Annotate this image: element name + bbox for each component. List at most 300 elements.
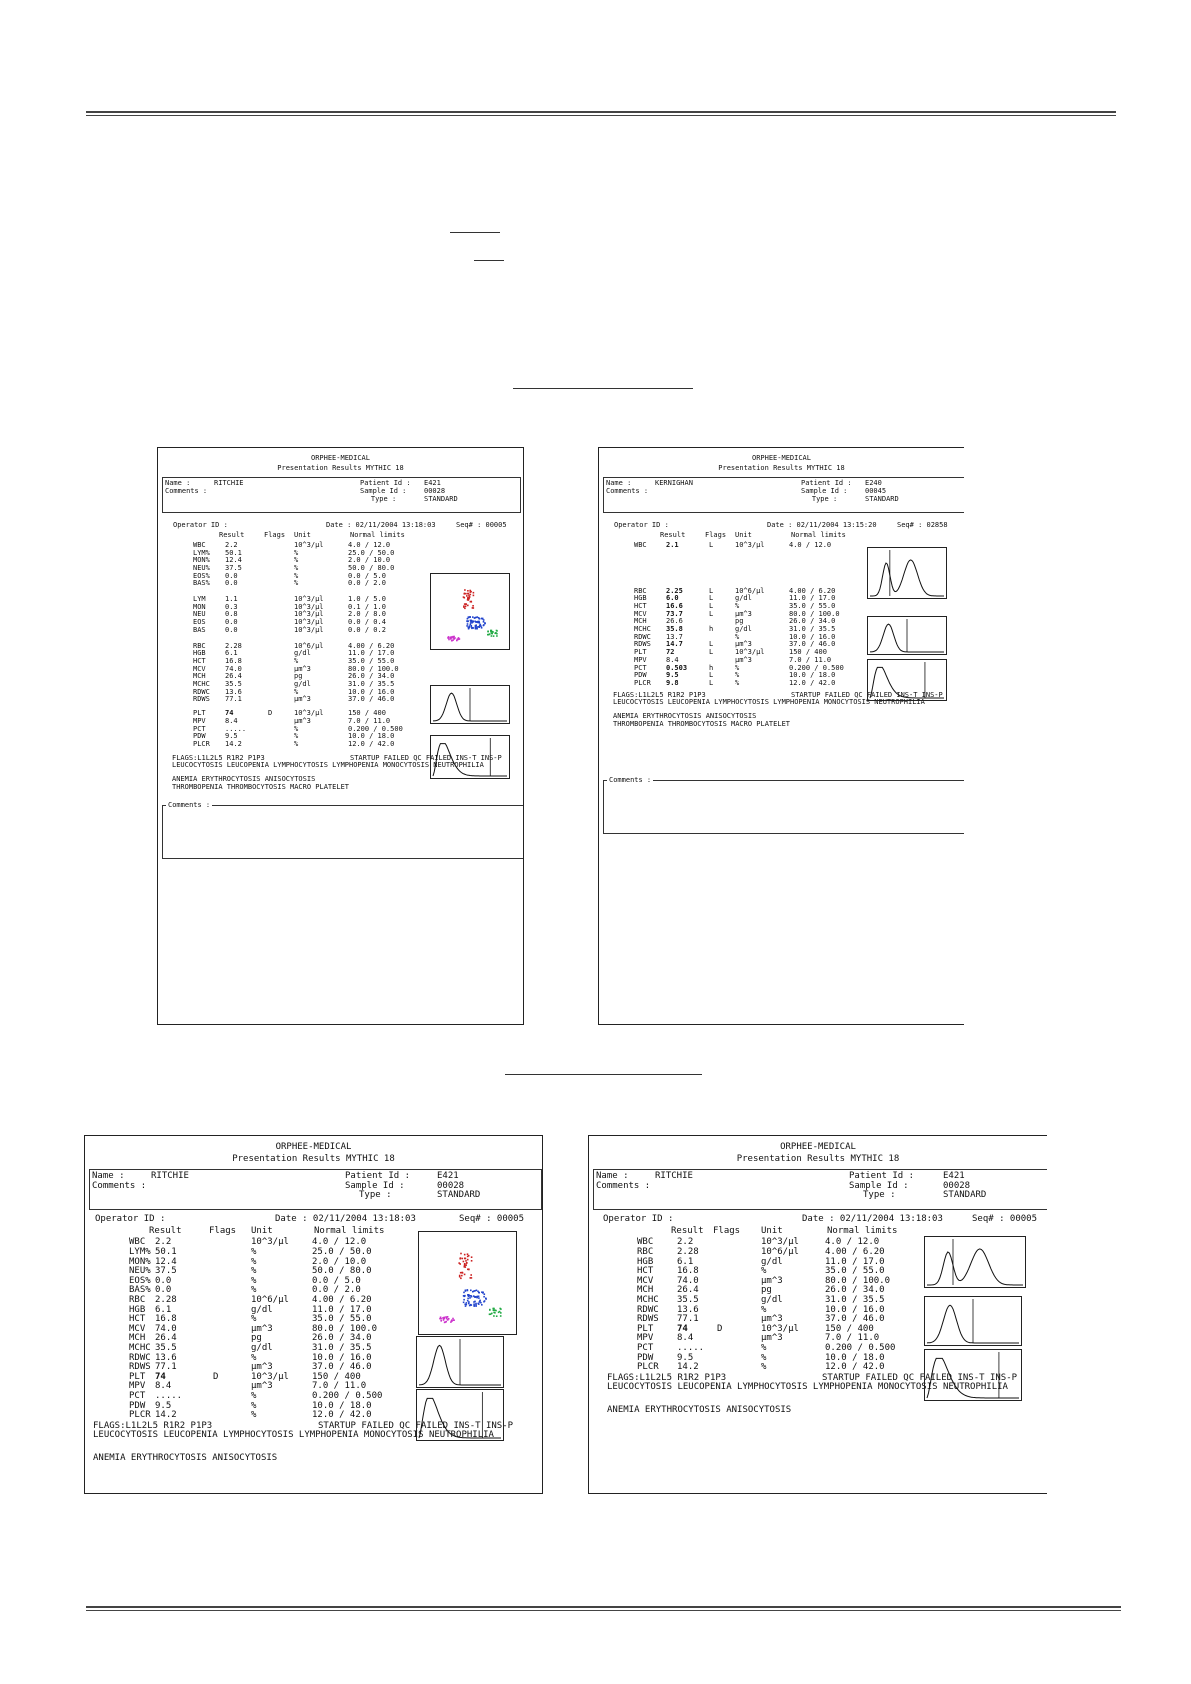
scatter-point — [465, 1290, 467, 1292]
comments-box — [603, 780, 964, 834]
normal-limits-value: 10.0 / 18.0 — [348, 732, 395, 741]
normal-limits-value: 0.1 / 1.0 — [348, 602, 386, 611]
normal-limits-value: 26.0 / 34.0 — [789, 617, 836, 626]
unit-value: 10^3/µl — [294, 602, 324, 611]
parameter-name: PDW — [129, 1400, 146, 1411]
result-value: 0.0 — [225, 625, 238, 634]
scatter-point — [467, 1289, 469, 1291]
result-value: 2.1 — [666, 540, 679, 549]
parameter-name: RDWS — [637, 1314, 659, 1325]
scatter-point — [466, 1262, 468, 1264]
result-value: 74 — [225, 709, 234, 718]
parameter-name: NEU% — [129, 1266, 151, 1277]
result-value: 1.1 — [225, 595, 238, 603]
parameter-name: MON% — [129, 1256, 151, 1267]
unit-value: 10^6/µl — [294, 641, 324, 650]
result-value: 9.5 — [666, 671, 679, 680]
normal-limits-value: 1.0 / 5.0 — [348, 595, 386, 603]
normal-limits-value: 4.0 / 12.0 — [789, 540, 832, 549]
normal-limits-value: 50.0 / 80.0 — [348, 563, 395, 572]
normal-limits-value: 0.0 / 2.0 — [348, 579, 386, 588]
scatter-point — [467, 593, 469, 595]
report-title: Presentation Results MYTHIC 18 — [232, 1153, 395, 1164]
scatter-point — [454, 637, 456, 639]
parameter-name: RDWS — [193, 695, 210, 704]
result-value: 13.7 — [666, 632, 683, 641]
scatter-point — [468, 1303, 470, 1305]
scatter-point — [473, 592, 475, 594]
status-line: STARTUP FAILED QC FAILED INS-T INS-P — [791, 690, 943, 699]
scatter-point — [475, 628, 477, 630]
section-underline-1 — [513, 388, 693, 389]
scatter-point — [470, 1304, 472, 1306]
parameter-name: WBC — [129, 1237, 146, 1248]
parameter-name: MCH — [129, 1333, 146, 1344]
normal-limits-value: 35.0 / 55.0 — [348, 656, 395, 665]
report-title: Presentation Results MYTHIC 18 — [718, 463, 845, 472]
scatter-point — [465, 1260, 467, 1262]
report-date: Date : 02/11/2004 13:18:03 — [802, 1214, 943, 1225]
type-label: Type : — [811, 494, 838, 503]
flag-value: L — [709, 609, 714, 618]
scatter-point — [468, 595, 470, 597]
parameter-name: LYM% — [193, 548, 210, 557]
scatter-point — [472, 605, 474, 607]
patient-id-value: E421 — [943, 1171, 965, 1182]
histogram-svg — [431, 686, 509, 723]
scatter-point — [475, 1304, 477, 1306]
histogram-curve — [927, 1249, 1023, 1285]
result-value: 8.4 — [677, 1333, 694, 1344]
result-value: 0.0 — [155, 1275, 172, 1286]
flag-value: D — [268, 709, 273, 718]
result-value: 0.0 — [225, 579, 238, 588]
scatter-point — [444, 1322, 446, 1324]
scatter-point — [483, 1301, 485, 1303]
comments-box — [162, 805, 524, 859]
scatter-point — [484, 1293, 486, 1295]
scatter-point — [446, 1318, 448, 1320]
result-value: 12.4 — [155, 1256, 177, 1267]
result-value: 0.0 — [225, 618, 238, 627]
parameter-name: HGB — [637, 1256, 654, 1267]
patient-name: KERNIGHAN — [655, 479, 693, 488]
result-value: 9.5 — [225, 732, 238, 741]
result-row — [158, 725, 523, 733]
scatter-point — [468, 1255, 470, 1257]
parameter-name: PCT — [129, 1391, 146, 1401]
scatter-point — [459, 1276, 461, 1278]
unit-value: 10^3/µl — [294, 540, 324, 549]
scatter-point — [481, 627, 483, 629]
report-org: ORPHEE-MEDICAL — [310, 454, 370, 462]
parameter-name: RBC — [634, 586, 647, 595]
name-label: Name : — [606, 479, 632, 488]
parameter-name: HCT — [634, 601, 647, 610]
type-value: STANDARD — [865, 494, 899, 503]
scatter-point — [468, 1301, 470, 1303]
unit-value: g/dl — [294, 680, 311, 688]
result-value: 14.7 — [666, 640, 683, 649]
unit-value: % — [294, 732, 299, 741]
flag-value: L — [709, 594, 714, 603]
column-header-normal-limits: Normal limits — [314, 1225, 385, 1236]
unit-value: µm^3 — [761, 1275, 783, 1286]
normal-limits-value: 7.0 / 11.0 — [348, 716, 391, 725]
scatter-point — [451, 1319, 453, 1321]
histogram-curve — [433, 744, 507, 776]
sample-id-label: Sample Id : — [849, 1180, 909, 1191]
result-value: 8.4 — [225, 716, 238, 725]
result-value: 16.8 — [155, 1314, 177, 1325]
result-value: 13.6 — [155, 1352, 177, 1363]
flag-words-platelets: THROMBOPENIA THROMBOCYTOSIS MACRO PLATELET — [613, 720, 791, 728]
parameter-name: PDW — [634, 671, 647, 680]
histogram-svg — [431, 736, 509, 778]
histogram-svg — [868, 617, 946, 654]
scatter-point — [461, 1258, 463, 1260]
result-value: 14.2 — [155, 1410, 177, 1421]
column-header-flags: Flags — [705, 531, 727, 540]
scatter-point — [475, 624, 477, 626]
operator-id-label: Operator ID : — [173, 521, 228, 530]
scatter-point — [467, 590, 469, 592]
scatter-point — [465, 606, 467, 608]
scatter-point — [470, 601, 472, 603]
normal-limits-value: 31.0 / 35.5 — [312, 1343, 372, 1353]
flag-value: h — [709, 663, 714, 672]
histogram-graph — [867, 547, 947, 599]
report-org: ORPHEE-MEDICAL — [275, 1142, 352, 1152]
result-value: 12.4 — [225, 556, 242, 565]
report-date: Date : 02/11/2004 13:18:03 — [275, 1214, 416, 1225]
result-value: 50.1 — [155, 1247, 177, 1257]
unit-value: % — [735, 632, 740, 641]
scatter-point — [476, 621, 478, 623]
normal-limits-value: 0.0 / 5.0 — [312, 1275, 361, 1286]
scatter-point — [493, 635, 495, 637]
normal-limits-value: 0.0 / 0.4 — [348, 618, 386, 627]
normal-limits-value: 37.0 / 46.0 — [312, 1362, 372, 1373]
normal-limits-value: 4.0 / 12.0 — [825, 1237, 880, 1248]
result-value: 8.4 — [155, 1381, 172, 1392]
result-value: 72 — [666, 648, 675, 657]
type-label: Type : — [359, 1190, 392, 1201]
histogram-svg — [925, 1297, 1021, 1345]
normal-limits-value: 0.0 / 5.0 — [348, 571, 386, 580]
header-rule — [86, 111, 1116, 116]
scatter-point — [479, 1300, 481, 1302]
result-value: 0.0 — [155, 1285, 172, 1296]
report-org: ORPHEE-MEDICAL — [780, 1142, 856, 1152]
scatter-point — [468, 1268, 470, 1270]
result-value: 9.5 — [677, 1352, 694, 1363]
histogram-graph — [924, 1236, 1026, 1288]
histogram-svg — [417, 1390, 503, 1440]
parameter-name: HCT — [193, 656, 206, 665]
report-org: ORPHEE-MEDICAL — [751, 454, 811, 462]
normal-limits-value: 80.0 / 100.0 — [825, 1275, 891, 1286]
normal-limits-value: 31.0 / 35.5 — [825, 1295, 885, 1305]
parameter-name: RDWC — [634, 632, 651, 641]
scatter-point — [453, 637, 455, 639]
unit-value: % — [735, 678, 740, 687]
scatter-point — [471, 1260, 473, 1262]
parameter-name: MCHC — [129, 1343, 151, 1353]
parameter-name: PLT — [637, 1323, 654, 1334]
parameter-name: PCT — [634, 663, 647, 672]
scatter-point — [473, 621, 475, 623]
scatter-point — [467, 597, 469, 599]
normal-limits-value: 2.0 / 10.0 — [348, 556, 391, 565]
scatter-point — [470, 622, 472, 624]
scatter-point — [470, 1290, 472, 1292]
scatter-point — [474, 1301, 476, 1303]
parameter-name: MCV — [129, 1323, 146, 1334]
scatter-point — [496, 635, 498, 637]
scatter-point — [469, 1297, 471, 1299]
normal-limits-value: 7.0 / 11.0 — [312, 1381, 367, 1392]
scatter-point — [460, 1253, 462, 1255]
unit-value: µm^3 — [735, 609, 752, 618]
histogram-svg — [868, 660, 946, 700]
report-panel-small-ritchie — [157, 447, 524, 1025]
parameter-name: EOS% — [193, 571, 210, 580]
parameter-name: LYM — [193, 595, 206, 603]
normal-limits-value: 2.0 / 10.0 — [312, 1256, 367, 1267]
parameter-name: PDW — [193, 732, 206, 741]
scatter-point — [470, 620, 472, 622]
scatter-point — [492, 631, 494, 633]
unit-value: % — [251, 1391, 257, 1401]
scatter-point — [500, 1315, 502, 1317]
unit-value: % — [251, 1352, 257, 1363]
result-value: 16.8 — [225, 656, 242, 665]
normal-limits-value: 35.0 / 55.0 — [825, 1266, 885, 1277]
normal-limits-value: 0.200 / 0.500 — [348, 724, 403, 733]
flag-value: L — [709, 601, 714, 610]
scatter-point — [469, 1295, 471, 1297]
unit-value: 10^3/µl — [761, 1323, 799, 1334]
histogram-graph — [924, 1349, 1022, 1401]
normal-limits-value: 31.0 / 35.5 — [789, 625, 836, 633]
scatter-point — [485, 1298, 487, 1300]
report-panel-large-ritchie-2 — [588, 1135, 1047, 1494]
scatter-point — [483, 621, 485, 623]
scatter-point — [463, 596, 465, 598]
parameter-name: PLCR — [637, 1362, 659, 1373]
scatter-point — [496, 1315, 498, 1317]
flag-value: D — [717, 1323, 723, 1334]
result-row — [158, 556, 523, 564]
flag-words-leucocytes: LEUCOCYTOSIS LEUCOPENIA LYMPHOCYTOSIS LYMPHOPENIA MONOCYTOSIS NEUTROPHILIA — [172, 761, 484, 770]
result-row — [158, 541, 523, 549]
unit-value: 10^3/µl — [251, 1237, 289, 1248]
scatter-point — [461, 1275, 463, 1277]
normal-limits-value: 4.0 / 12.0 — [312, 1237, 367, 1248]
scatter-point — [474, 1296, 476, 1298]
column-header-flags: Flags — [209, 1225, 237, 1236]
result-value: 37.5 — [225, 563, 242, 572]
scatter-point — [475, 1305, 477, 1307]
unit-value: 10^3/µl — [294, 625, 324, 634]
parameter-name: PLT — [129, 1371, 146, 1382]
flag-words-erythrocytes: ANEMIA ERYTHROCYTOSIS ANISOCYTOSIS — [172, 775, 316, 784]
result-value: 74.0 — [677, 1275, 699, 1286]
unit-value: µm^3 — [735, 640, 752, 649]
column-header-normal-limits: Normal limits — [827, 1225, 898, 1236]
scatter-point — [466, 1302, 468, 1304]
parameter-name: WBC — [637, 1237, 654, 1248]
unit-value: % — [294, 548, 299, 557]
unit-value: 10^3/µl — [294, 618, 324, 627]
unit-value: µm^3 — [251, 1381, 273, 1392]
result-value: 50.1 — [225, 548, 242, 557]
scatter-point — [470, 591, 472, 593]
unit-value: g/dl — [761, 1295, 783, 1305]
flag-words-leucocytes: LEUCOCYTOSIS LEUCOPENIA LYMPHOCYTOSIS LYMPHOPENIA MONOCYTOSIS NEUTROPHILIA — [613, 698, 925, 707]
normal-limits-value: 11.0 / 17.0 — [312, 1304, 372, 1315]
unit-value: % — [761, 1266, 767, 1277]
scatter-svg — [431, 574, 509, 649]
parameter-name: RDWC — [129, 1352, 151, 1363]
scatter-point — [495, 632, 497, 634]
scatter-point — [447, 637, 449, 639]
scatter-point — [483, 625, 485, 627]
normal-limits-value: 0.200 / 0.500 — [825, 1343, 896, 1353]
unit-value: % — [761, 1304, 767, 1315]
unit-value: g/dl — [251, 1343, 273, 1353]
scatter-point — [478, 626, 480, 628]
parameter-name: PLCR — [634, 678, 651, 687]
sample-id-label: Sample Id : — [360, 487, 407, 496]
scatter-point — [469, 596, 471, 598]
result-value: 35.5 — [155, 1343, 177, 1353]
scatter-point — [457, 638, 459, 640]
unit-value: % — [735, 601, 740, 610]
column-header-unit: Unit — [761, 1225, 783, 1236]
normal-limits-value: 26.0 / 34.0 — [348, 672, 395, 681]
result-value: 2.28 — [155, 1295, 177, 1305]
histogram-graph — [867, 659, 947, 701]
histogram-graph — [430, 735, 510, 779]
patient-name: RITCHIE — [151, 1171, 189, 1182]
scatter-point — [478, 1292, 480, 1294]
result-value: ..... — [677, 1343, 705, 1353]
histogram-graph — [416, 1389, 504, 1441]
parameter-name: MCV — [193, 664, 206, 673]
scatter-point — [476, 1290, 478, 1292]
report-date: Date : 02/11/2004 13:18:03 — [326, 521, 436, 530]
result-row — [158, 672, 523, 680]
unit-value: µm^3 — [761, 1314, 783, 1325]
patient-id-value: E240 — [865, 479, 882, 488]
result-value: 73.7 — [666, 609, 683, 618]
patient-id-value: E421 — [437, 1171, 459, 1182]
scatter-point — [439, 1318, 441, 1320]
parameter-name: HCT — [129, 1314, 146, 1325]
scatter-plot-graph — [430, 573, 510, 650]
flags-line: FLAGS:L1L2L5 R1R2 P1P3 — [613, 690, 706, 699]
result-value: 0.503 — [666, 663, 688, 672]
scatter-point — [487, 631, 489, 633]
scatter-point — [473, 1290, 475, 1292]
scatter-point — [488, 634, 490, 636]
unit-value: pg — [735, 617, 744, 626]
histogram-curve — [927, 1358, 1019, 1398]
result-row — [158, 564, 523, 572]
comments-label: Comments : — [606, 487, 649, 496]
sample-id-label: Sample Id : — [345, 1180, 405, 1191]
type-label: Type : — [370, 494, 397, 503]
scatter-point — [477, 1296, 479, 1298]
scatter-point — [479, 618, 481, 620]
normal-limits-value: 11.0 / 17.0 — [348, 649, 395, 658]
patient-name: RITCHIE — [655, 1171, 693, 1182]
normal-limits-value: 2.0 / 8.0 — [348, 610, 386, 619]
result-row — [599, 602, 964, 610]
sequence-number: Seq# : 02858 — [897, 521, 948, 530]
flags-line: FLAGS:L1L2L5 R1R2 P1P3 — [172, 753, 265, 762]
result-value: 9.5 — [155, 1400, 172, 1411]
flag-value: L — [709, 640, 714, 649]
parameter-name: MON% — [193, 556, 210, 565]
scatter-point — [464, 1274, 466, 1276]
scatter-point — [468, 627, 470, 629]
unit-value: % — [251, 1285, 257, 1296]
scatter-point — [450, 637, 452, 639]
sequence-number: Seq# : 00005 — [459, 1214, 525, 1225]
unit-value: µm^3 — [251, 1323, 273, 1334]
unit-value: % — [251, 1410, 257, 1421]
unit-value: % — [761, 1352, 767, 1363]
scatter-point — [491, 635, 493, 637]
scatter-point — [444, 1318, 446, 1320]
normal-limits-value: 12.0 / 42.0 — [825, 1362, 885, 1373]
scatter-point — [472, 627, 474, 629]
normal-limits-value: 0.0 / 2.0 — [312, 1285, 361, 1296]
parameter-name: BAS — [193, 625, 206, 634]
scatter-point — [490, 1313, 492, 1315]
flag-words-platelets: THROMBOPENIA THROMBOCYTOSIS MACRO PLATELET — [172, 783, 350, 791]
normal-limits-value: 10.0 / 18.0 — [312, 1400, 372, 1411]
column-header-normal-limits: Normal limits — [791, 531, 846, 540]
scatter-point — [465, 1264, 467, 1266]
scatter-point — [474, 1305, 476, 1307]
operator-id-label: Operator ID : — [603, 1214, 674, 1225]
scatter-point — [467, 605, 469, 607]
sample-id-value: 00045 — [865, 487, 887, 496]
parameter-name: NEU% — [193, 563, 210, 572]
unit-value: % — [735, 663, 740, 672]
unit-value: µm^3 — [251, 1362, 273, 1373]
unit-value: µm^3 — [294, 695, 311, 704]
scatter-point — [499, 1311, 501, 1313]
scatter-point — [493, 1308, 495, 1310]
comments-label: Comments : — [92, 1180, 147, 1191]
histogram-graph — [924, 1296, 1022, 1346]
unit-value: % — [251, 1266, 257, 1277]
scatter-point — [491, 633, 493, 635]
normal-limits-value: 80.0 / 100.0 — [348, 664, 399, 673]
normal-limits-value: 26.0 / 34.0 — [312, 1333, 372, 1344]
column-header-result: Result — [149, 1225, 182, 1236]
normal-limits-value: 10.0 / 16.0 — [825, 1304, 885, 1315]
result-value: 6.0 — [666, 594, 679, 603]
result-value: 77.1 — [155, 1362, 177, 1373]
parameter-name: RDWS — [634, 640, 651, 649]
normal-limits-value: 37.0 / 46.0 — [789, 640, 836, 649]
